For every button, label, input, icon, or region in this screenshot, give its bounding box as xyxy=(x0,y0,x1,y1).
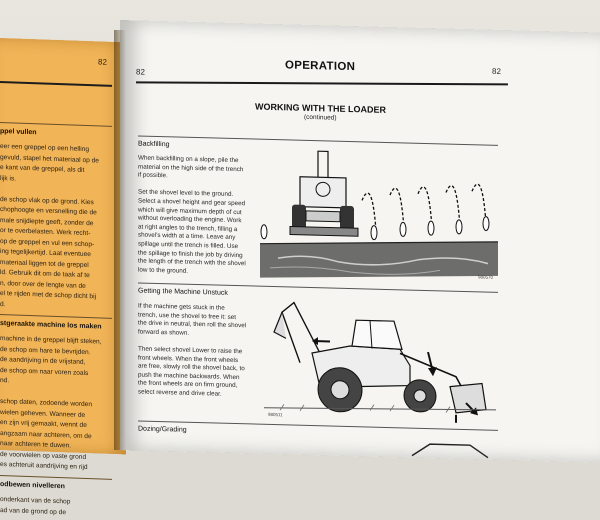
left-paragraph-3 xyxy=(0,495,116,520)
left-text-line: op de greppel en vul een schop- xyxy=(0,237,116,252)
unstuck-text-line: are free, slowly roll the shovel back, to xyxy=(138,363,258,375)
left-page-number: 82 xyxy=(98,57,107,66)
left-text-line: de aandrijving in de vrijstand, xyxy=(0,355,116,370)
left-heading-3: odbewen nivelleren xyxy=(0,481,65,490)
left-text-line: male snijdiepte geeft, zonder de xyxy=(0,216,116,231)
unstuck-text-line: If the machine gets stuck in the xyxy=(138,302,258,314)
backfilling-text-line: material on the high side of the trench xyxy=(138,163,258,175)
left-paragraph-1 xyxy=(0,142,116,314)
header-rule xyxy=(136,81,508,85)
unstuck-text-line: front wheels. When the front wheels xyxy=(138,354,258,366)
backfilling-text-line: When backfilling on a slope, pile the xyxy=(138,154,258,166)
backfilling-text-line: spillage until the trench is filled. Use xyxy=(138,240,258,252)
left-text-line: wielen geheven. Wanneer de xyxy=(0,408,116,423)
left-text-line: onderkant van de schop xyxy=(0,495,116,510)
unstuck-text-line: forward as shown. xyxy=(138,328,258,340)
unstuck-heading: Getting the Machine Unstuck xyxy=(138,287,228,296)
left-text-line: n, door over de lengte van de xyxy=(0,279,116,294)
left-text-line: en zijn vrij gemaakt, wennt de xyxy=(0,418,116,433)
book-spine-shadow xyxy=(114,30,126,450)
left-section-rule xyxy=(0,475,112,480)
left-text-line: materiaal liggen tot de greppel xyxy=(0,258,116,273)
left-paragraph-2 xyxy=(0,334,116,475)
left-heading-1: ppel vullen xyxy=(0,128,37,136)
backfilling-text-line: at right angles to the trench, filling a xyxy=(138,223,258,235)
dozing-figure-partial xyxy=(410,438,490,460)
backfilling-text-line: Set the shovel level to the ground. xyxy=(138,189,258,201)
backfilling-text-line: shovel's width at a time. Leave any xyxy=(138,232,258,244)
left-text-line: nd. xyxy=(0,376,116,391)
section-title: WORKING WITH THE LOADER xyxy=(255,102,386,115)
backfilling-text-line: low to the ground. xyxy=(138,266,258,278)
left-text-line: de schop om hare te bevrijden. xyxy=(0,345,116,360)
page-number-right: 82 xyxy=(492,67,501,76)
page-number-left: 82 xyxy=(136,67,145,76)
left-text-line: es achteruit aandrijving en rijd xyxy=(0,460,116,475)
unstuck-text-line: the drive in neutral, then roll the shovel xyxy=(138,320,258,332)
backfilling-text-line: if possible. xyxy=(138,172,258,184)
left-section-rule xyxy=(0,122,112,127)
left-text-line: de schop om naar voren zoals xyxy=(0,366,116,381)
left-text-line: or te overbelasten. Werk recht- xyxy=(0,226,116,241)
section-subtitle: (continued) xyxy=(304,114,337,122)
left-text-line: lijk is. xyxy=(0,174,116,189)
backfilling-text xyxy=(138,154,258,277)
left-text-line: naar achteren te duwen. xyxy=(0,439,116,454)
left-text-line: eer een greppel op een helling xyxy=(0,142,116,157)
backfilling-text-line: which will give maximum depth of cut xyxy=(138,206,258,218)
left-text-line: ad van de grond op de xyxy=(0,506,116,520)
backfilling-text-line: Select a shovel height and gear speed xyxy=(138,197,258,209)
figure-code: 980570 xyxy=(478,274,493,279)
unstuck-text-line: the front wheels are on firm ground, xyxy=(138,380,258,392)
left-text-line: angzaam naar achteren, om de xyxy=(0,429,116,444)
left-text-line: ing tegelijkertijd. Laat eventuee xyxy=(0,247,116,262)
left-heading-2: stgeraakte machine los maken xyxy=(0,320,102,331)
left-text-line: d. xyxy=(0,300,116,315)
left-text-line: e kant van de greppel, als dit xyxy=(0,163,116,178)
figure-code: 980511 xyxy=(268,412,283,417)
left-text-line: el te rijden met de schop dicht bij xyxy=(0,289,116,304)
unstuck-text-line: push the machine backwards. When xyxy=(138,371,258,383)
page-header: OPERATION xyxy=(285,59,355,73)
left-text-line: chophoogte en versnelling die de xyxy=(0,205,116,220)
left-text-line: de schop vlak op de grond. Kies xyxy=(0,195,116,210)
dozing-heading: Dozing/Grading xyxy=(138,425,187,433)
right-page xyxy=(120,20,600,463)
left-section-rule xyxy=(0,314,112,319)
left-text-line: ld. Gebruik dit om de taak af te xyxy=(0,268,116,283)
backfilling-text-line: without overloading the engine. Work xyxy=(138,215,258,227)
unstuck-figure xyxy=(260,282,500,428)
left-text-line: schop daten, zodoende worden xyxy=(0,397,116,412)
unstuck-text-line: select reverse and drive clear. xyxy=(138,388,258,400)
backfilling-figure xyxy=(258,132,503,288)
left-page-rule xyxy=(0,81,112,87)
backfilling-text-line: the length of the trench with the shovel xyxy=(138,258,258,270)
unstuck-text-line: trench, use the shovel to free it: set xyxy=(138,311,258,323)
backfilling-heading: Backfilling xyxy=(138,140,170,148)
left-text-line: machine in de greppel blijft steken, xyxy=(0,334,116,349)
unstuck-text-line: Then select shovel Lower to raise the xyxy=(138,345,258,357)
left-page xyxy=(0,38,126,454)
unstuck-text xyxy=(138,302,258,400)
backfilling-text-line: the spillage to finish the job by driving xyxy=(138,249,258,261)
left-text-line: de voorwielen op vaste grond xyxy=(0,450,116,465)
left-text-line: gevuld, stapel het materiaal op de xyxy=(0,153,116,168)
backfilling-illustration xyxy=(258,132,503,288)
unstuck-illustration xyxy=(260,282,500,428)
